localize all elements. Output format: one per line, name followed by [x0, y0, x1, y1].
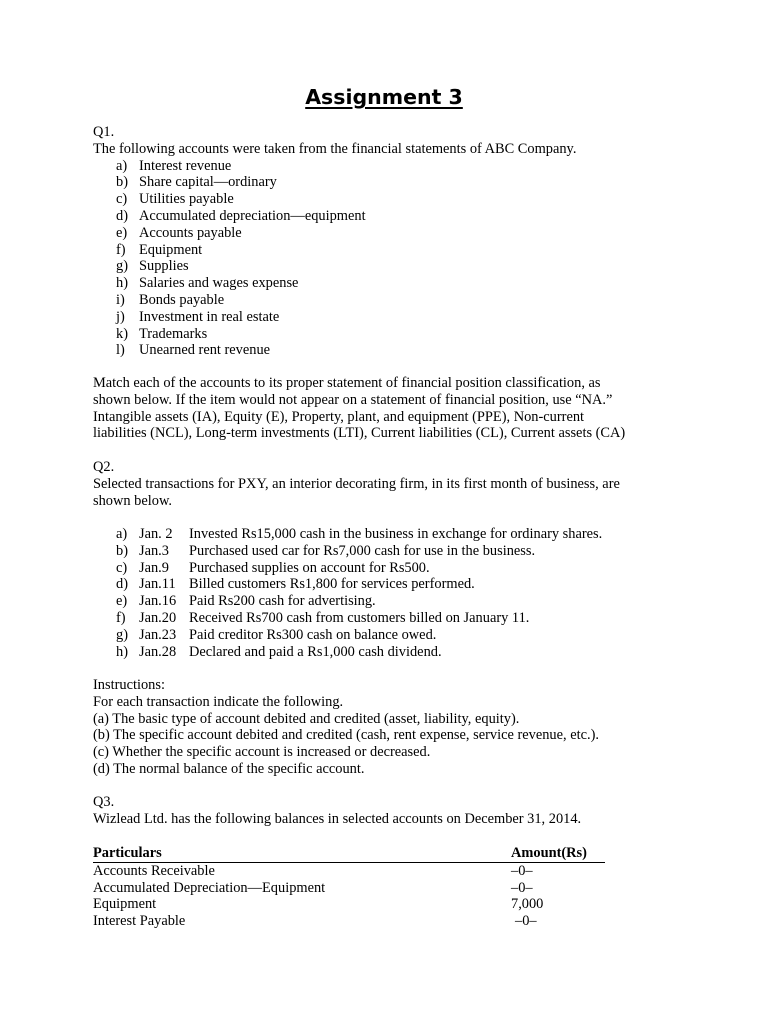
- instructions-heading: Instructions:: [93, 677, 165, 693]
- list-item: d) Jan.11 Billed customers Rs1,800 for services performed.: [116, 576, 475, 593]
- column-header-amount: Amount(Rs): [511, 845, 605, 862]
- list-item: f) Jan.20 Received Rs700 cash from customers billed on January 11.: [116, 609, 530, 626]
- list-item: d) Accumulated depreciation—equipment: [116, 207, 366, 224]
- table-row: Equipment 7,000: [93, 896, 544, 913]
- list-item: l) Unearned rent revenue: [116, 342, 271, 359]
- column-header-particulars: Particulars: [93, 845, 511, 862]
- q1-instructions: Match each of the accounts to its proper statement of financial position classification, as shown below. If the item would not appear on a statement of financial position, use “NA.” Intangible assets (IA), Equity (E), Property, plant, and equipment (PPE), Non-current liabilities (NCL), Long-term investments (LTI), Current liabilities (CL), Current assets (CA): [93, 375, 626, 442]
- list-item: h) Jan.28 Declared and paid a Rs1,000 cash dividend.: [116, 643, 442, 660]
- q2-transaction-list: [93, 526, 683, 660]
- q2-intro-line: Selected transactions for PXY, an interior decorating firm, in its first month of business, are: [93, 475, 620, 492]
- list-item: f) Equipment: [116, 241, 203, 258]
- question-2: [93, 459, 683, 509]
- list-item: j) Investment in real estate: [116, 308, 280, 325]
- balances-table: [93, 845, 605, 930]
- list-item: g) Supplies: [116, 258, 189, 275]
- list-item: k) Trademarks: [116, 325, 208, 342]
- q3-label: Q3.: [93, 794, 115, 810]
- q1-label: Q1.: [93, 124, 115, 140]
- list-item: a) Jan. 2 Invested Rs15,000 cash in the business in exchange for ordinary shares.: [116, 526, 603, 542]
- q1-account-list: [93, 158, 683, 360]
- q3-intro: Wizlead Ltd. has the following balances in selected accounts on December 31, 2014.: [93, 810, 582, 827]
- table-row: Accumulated Depreciation—Equipment –0–: [93, 879, 533, 896]
- table-row: Interest Payable –0–: [93, 913, 537, 930]
- list-item: e) Accounts payable: [116, 224, 242, 241]
- q2-label: Q2.: [93, 459, 115, 475]
- table-header-row: [93, 845, 605, 862]
- list-item: c) Jan.9 Purchased supplies on account for Rs500.: [116, 559, 430, 576]
- list-item: i) Bonds payable: [116, 291, 225, 308]
- q2-intro-line: shown below.: [93, 492, 173, 509]
- list-item: g) Jan.23 Paid creditor Rs300 cash on balance owed.: [116, 626, 437, 643]
- q1-intro: The following accounts were taken from the financial statements of ABC Company.: [93, 140, 577, 157]
- list-item: h) Salaries and wages expense: [116, 275, 299, 292]
- list-item: b) Jan.3 Purchased used car for Rs7,000 cash for use in the business.: [116, 542, 536, 559]
- list-item: a) Interest revenue: [116, 157, 232, 174]
- table-row: Accounts Receivable –0–: [93, 862, 533, 879]
- list-item: c) Utilities payable: [116, 191, 234, 208]
- q2-instructions: Instructions: For each transaction indicate the following. (a) The basic type of account debited and credited (asset, liability, equity). (b) The specific account debited and credited (cash, rent expense, service revenue, etc.). (c) Whether the specific account is increased or decreased. (d) The normal balance of the specific account.: [93, 677, 683, 778]
- list-item: e) Jan.16 Paid Rs200 cash for advertising.: [116, 593, 376, 610]
- question-1: [93, 124, 683, 359]
- list-item: b) Share capital—ordinary: [116, 174, 277, 191]
- page-title: Assignment 3: [305, 85, 463, 109]
- question-3: [93, 794, 683, 828]
